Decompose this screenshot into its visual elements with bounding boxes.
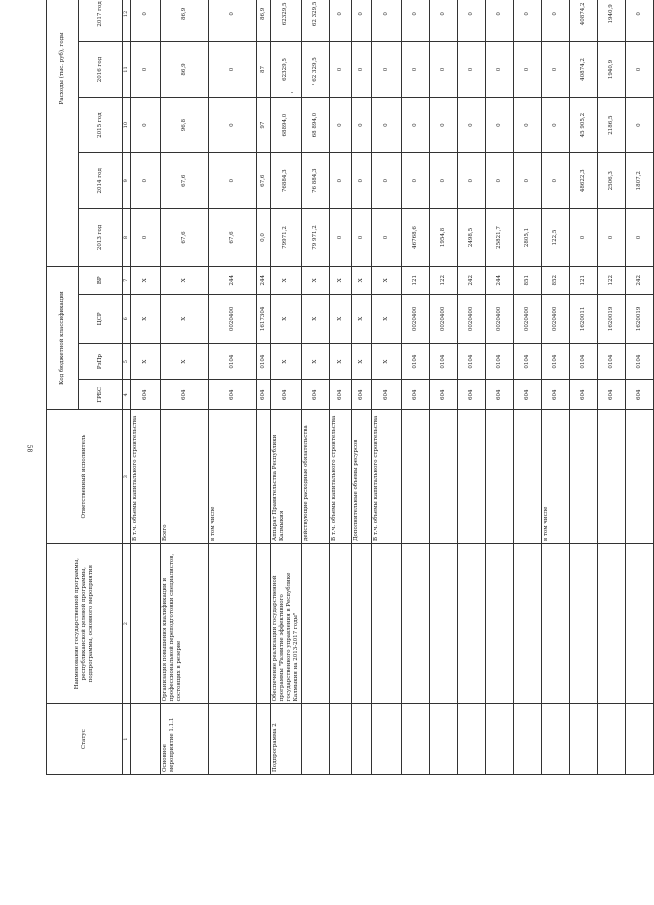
row-vr: X <box>301 266 329 294</box>
row-executor <box>569 410 597 544</box>
row-csr: 1620011 <box>569 294 597 343</box>
row-2017: 0 <box>131 0 161 42</box>
row-2014: 0 <box>371 153 401 209</box>
row-2015: 0 <box>329 97 351 153</box>
row-csr: X <box>329 294 351 343</box>
row-2014: 0 <box>131 153 161 209</box>
row-executor <box>457 410 485 544</box>
row-2014: 0 <box>485 153 513 209</box>
row-status: Подпрограмма 2 <box>271 704 302 775</box>
row-2013: 67,6 <box>209 209 257 267</box>
header-2016: 2016 год <box>79 42 123 98</box>
row-2014: 0 <box>329 153 351 209</box>
row-rzpr: X <box>161 343 209 379</box>
header-2015: 2015 год <box>79 97 123 153</box>
row-vr: 122 <box>597 266 625 294</box>
row-2016: 0 <box>513 42 541 98</box>
table-row <box>161 0 209 775</box>
row-executor: действующие расходные обязательства <box>301 410 329 544</box>
budget-table <box>46 0 654 775</box>
page-number: 58 <box>25 444 33 453</box>
row-executor <box>485 410 513 544</box>
row-name <box>429 543 457 703</box>
row-csr: 0020400 <box>513 294 541 343</box>
row-2013: 0 <box>569 209 597 267</box>
row-name <box>597 543 625 703</box>
row-2013: 0,0 <box>257 209 271 267</box>
row-csr: 0020400 <box>429 294 457 343</box>
row-2016: 0 <box>429 42 457 98</box>
column-number: 1 <box>123 704 131 775</box>
row-2014: 0 <box>401 153 429 209</box>
row-vr: X <box>329 266 351 294</box>
row-2015: 96,8 <box>161 97 209 153</box>
row-csr: 0020400 <box>401 294 429 343</box>
row-status <box>371 704 401 775</box>
row-rzpr: X <box>271 343 302 379</box>
row-2016: 0 <box>625 42 653 98</box>
row-rzpr: 0104 <box>209 343 257 379</box>
row-2015: 0 <box>541 97 569 153</box>
row-rzpr: X <box>351 343 371 379</box>
row-grbs: 604 <box>569 380 597 410</box>
row-name <box>209 543 257 703</box>
header-expenses: Расходы (тыс. руб), годы <box>47 0 79 266</box>
row-name <box>329 543 351 703</box>
header-status: Статус <box>47 704 123 775</box>
row-2016: 0 <box>541 42 569 98</box>
row-2014: 48622,3 <box>569 153 597 209</box>
row-2017: 0 <box>541 0 569 42</box>
row-vr: X <box>371 266 401 294</box>
row-2013: 25821,7 <box>485 209 513 267</box>
table-row <box>271 0 302 775</box>
row-2013: 2498,5 <box>457 209 485 267</box>
row-2015: 68 894,0 <box>301 97 329 153</box>
row-2016: 0 <box>329 42 351 98</box>
row-grbs: 604 <box>457 380 485 410</box>
row-status <box>569 704 597 775</box>
row-executor: В т.ч. объемы капитального строительства <box>371 410 401 544</box>
row-rzpr: X <box>371 343 401 379</box>
header-vr: ВР <box>79 266 123 294</box>
row-2016: 0 <box>457 42 485 98</box>
row-csr: X <box>301 294 329 343</box>
column-number: 3 <box>123 410 131 544</box>
row-2014: 67,6 <box>161 153 209 209</box>
row-name <box>301 543 329 703</box>
row-grbs: 604 <box>301 380 329 410</box>
row-2015: 0 <box>457 97 485 153</box>
table-row <box>597 0 625 775</box>
row-2013: 79 971,2 <box>301 209 329 267</box>
row-grbs: 604 <box>513 380 541 410</box>
row-vr: 244 <box>485 266 513 294</box>
row-vr: 851 <box>513 266 541 294</box>
row-rzpr: 0104 <box>429 343 457 379</box>
row-name <box>131 543 161 703</box>
row-status <box>257 704 271 775</box>
row-vr: 242 <box>457 266 485 294</box>
row-grbs: 604 <box>485 380 513 410</box>
row-rzpr: 0104 <box>513 343 541 379</box>
row-status <box>329 704 351 775</box>
row-vr: 244 <box>257 266 271 294</box>
row-2014: 0 <box>457 153 485 209</box>
row-2017: 0 <box>401 0 429 42</box>
row-2017: 0 <box>513 0 541 42</box>
row-2014: 0 <box>541 153 569 209</box>
row-grbs: 604 <box>429 380 457 410</box>
table-row <box>429 0 457 775</box>
row-grbs: 604 <box>625 380 653 410</box>
row-2013: 79971,2 <box>271 209 302 267</box>
row-2013: 46768,6 <box>401 209 429 267</box>
row-2013: 2805,1 <box>513 209 541 267</box>
header-2017: 2017 год <box>79 0 123 42</box>
row-status <box>351 704 371 775</box>
table-row <box>371 0 401 775</box>
header-csr: ЦСР <box>79 294 123 343</box>
row-executor <box>429 410 457 544</box>
row-2013: 1954,8 <box>429 209 457 267</box>
row-vr: X <box>271 266 302 294</box>
row-2016: 1940,9 <box>597 42 625 98</box>
row-csr: X <box>161 294 209 343</box>
row-2015: 0 <box>485 97 513 153</box>
table-row <box>351 0 371 775</box>
row-2014: 2506,3 <box>597 153 625 209</box>
table-row <box>257 0 271 775</box>
row-2016: 0 <box>209 42 257 98</box>
table-row <box>513 0 541 775</box>
row-rzpr: 0104 <box>485 343 513 379</box>
row-2017: 0 <box>625 0 653 42</box>
row-name <box>541 543 569 703</box>
row-status <box>401 704 429 775</box>
row-executor <box>625 410 653 544</box>
row-2015: 0 <box>401 97 429 153</box>
row-2016: 40874,2 <box>569 42 597 98</box>
row-rzpr: X <box>329 343 351 379</box>
row-grbs: 604 <box>541 380 569 410</box>
row-rzpr: 0104 <box>597 343 625 379</box>
row-vr: 242 <box>625 266 653 294</box>
row-rzpr: X <box>301 343 329 379</box>
row-2016: 0 <box>401 42 429 98</box>
column-number: 10 <box>123 97 131 153</box>
row-2014: 0 <box>429 153 457 209</box>
row-2014: 0 <box>513 153 541 209</box>
row-name: Организация повышения квалификации и профессиональной переподготовки специалистов, состоящих в резерве <box>161 543 209 703</box>
row-2015: 0 <box>209 97 257 153</box>
row-2017: 0 <box>209 0 257 42</box>
row-name <box>569 543 597 703</box>
row-status <box>597 704 625 775</box>
header-budget-code: Код бюджетной классификации <box>47 266 79 409</box>
row-name <box>401 543 429 703</box>
row-name <box>457 543 485 703</box>
header-2013: 2013 год <box>79 209 123 267</box>
row-vr: X <box>161 266 209 294</box>
row-name <box>371 543 401 703</box>
row-executor <box>257 410 271 544</box>
table-row <box>541 0 569 775</box>
row-grbs: 604 <box>131 380 161 410</box>
row-2017: 86,9 <box>161 0 209 42</box>
row-vr: X <box>131 266 161 294</box>
row-2013: 0 <box>131 209 161 267</box>
row-rzpr: 0104 <box>401 343 429 379</box>
row-vr: 122 <box>429 266 457 294</box>
row-executor: Аппарат Правительства Республики Калмыкия <box>271 410 302 544</box>
row-2015: 0 <box>429 97 457 153</box>
row-2017: 40874,2 <box>569 0 597 42</box>
row-2016: 87 <box>257 42 271 98</box>
row-2013: 0 <box>329 209 351 267</box>
header-rzpr: РзПр <box>79 343 123 379</box>
table-row <box>485 0 513 775</box>
table-row <box>457 0 485 775</box>
table-row <box>401 0 429 775</box>
row-2016: 62329,5 <box>271 42 302 98</box>
row-vr: 852 <box>541 266 569 294</box>
row-2013: 122,5 <box>541 209 569 267</box>
row-2017: 0 <box>457 0 485 42</box>
row-grbs: 604 <box>257 380 271 410</box>
row-2017: 0 <box>485 0 513 42</box>
table-row <box>301 0 329 775</box>
row-csr: X <box>351 294 371 343</box>
row-status <box>209 704 257 775</box>
row-2015: 97 <box>257 97 271 153</box>
row-csr: X <box>271 294 302 343</box>
row-2017: 0 <box>351 0 371 42</box>
row-2014: 76 884,3 <box>301 153 329 209</box>
row-executor: В т.ч. объемы капитального строительства <box>329 410 351 544</box>
row-2013: 0 <box>625 209 653 267</box>
row-2014: 76884,3 <box>271 153 302 209</box>
header-row <box>47 0 79 775</box>
row-csr: 0020400 <box>457 294 485 343</box>
row-status <box>457 704 485 775</box>
row-grbs: 604 <box>351 380 371 410</box>
rotated-table-frame <box>46 0 642 775</box>
row-2015: 2186,5 <box>597 97 625 153</box>
row-2017: 62 329,5 <box>301 0 329 42</box>
table-row <box>569 0 597 775</box>
row-grbs: 604 <box>401 380 429 410</box>
row-name: Обеспечение реализации государственной программы "Развитие эффективного государственного управления в Республике Калмыкия на 2013-2017 годы" <box>271 543 302 703</box>
row-vr: 244 <box>209 266 257 294</box>
row-csr: 1620019 <box>597 294 625 343</box>
row-status: Основное мероприятие 1.1.1 <box>161 704 209 775</box>
row-2017: 86,9 <box>257 0 271 42</box>
row-2013: 0 <box>351 209 371 267</box>
row-grbs: 604 <box>209 380 257 410</box>
row-2017: 62329,5 <box>271 0 302 42</box>
header-grbs: ГРБС <box>79 380 123 410</box>
row-name <box>513 543 541 703</box>
row-2014: 67,6 <box>257 153 271 209</box>
row-2014: 1807,2 <box>625 153 653 209</box>
column-number: 9 <box>123 153 131 209</box>
row-2014: 0 <box>351 153 371 209</box>
row-executor: Дополнительные объемы ресурсов <box>351 410 371 544</box>
row-executor: Всего <box>161 410 209 544</box>
row-csr: 1620019 <box>625 294 653 343</box>
row-rzpr: 0104 <box>625 343 653 379</box>
row-2016: 0 <box>371 42 401 98</box>
header-name: Наименование государственной программы, республиканской целевой программы, подпрограммы, основного мероприятия <box>47 543 123 703</box>
row-csr: 1617304 <box>257 294 271 343</box>
row-2015: 0 <box>513 97 541 153</box>
row-2013: 0 <box>597 209 625 267</box>
row-status <box>131 704 161 775</box>
column-number-row <box>123 0 131 775</box>
row-grbs: 604 <box>597 380 625 410</box>
column-number: 12 <box>123 0 131 42</box>
row-2017: 1940,9 <box>597 0 625 42</box>
row-grbs: 604 <box>161 380 209 410</box>
column-number: 11 <box>123 42 131 98</box>
row-vr: X <box>351 266 371 294</box>
column-number: 2 <box>123 543 131 703</box>
row-vr: 121 <box>401 266 429 294</box>
header-2014: 2014 год <box>79 153 123 209</box>
row-status <box>625 704 653 775</box>
row-name <box>485 543 513 703</box>
row-status <box>429 704 457 775</box>
row-executor <box>401 410 429 544</box>
row-status <box>541 704 569 775</box>
row-rzpr: 0104 <box>569 343 597 379</box>
column-number: 6 <box>123 294 131 343</box>
row-2015: 0 <box>625 97 653 153</box>
row-2016: 0 <box>485 42 513 98</box>
header-executor: Ответственный исполнитель <box>47 410 123 544</box>
row-2013: 67,6 <box>161 209 209 267</box>
row-csr: X <box>131 294 161 343</box>
row-status <box>301 704 329 775</box>
row-name <box>351 543 371 703</box>
row-grbs: 604 <box>371 380 401 410</box>
column-number: 7 <box>123 266 131 294</box>
row-2016: 86,9 <box>161 42 209 98</box>
row-2015: 0 <box>371 97 401 153</box>
row-2014: 0 <box>209 153 257 209</box>
row-rzpr: 0104 <box>257 343 271 379</box>
row-2016: 0 <box>351 42 371 98</box>
row-csr: 0020400 <box>209 294 257 343</box>
row-2016: 62 329,5 <box>301 42 329 98</box>
row-executor: В т.ч. объемы капитального строительства <box>131 410 161 544</box>
row-2015: 0 <box>131 97 161 153</box>
row-grbs: 604 <box>329 380 351 410</box>
row-grbs: 604 <box>271 380 302 410</box>
row-executor <box>597 410 625 544</box>
row-rzpr: 0104 <box>541 343 569 379</box>
table-row <box>329 0 351 775</box>
row-executor <box>513 410 541 544</box>
column-number: 4 <box>123 380 131 410</box>
table-row <box>131 0 161 775</box>
row-2015: 45 905,2 <box>569 97 597 153</box>
column-number: 5 <box>123 343 131 379</box>
table-row <box>209 0 257 775</box>
row-2015: 0 <box>351 97 371 153</box>
row-csr: X <box>371 294 401 343</box>
row-name <box>625 543 653 703</box>
row-2017: 0 <box>429 0 457 42</box>
table-row <box>625 0 653 775</box>
row-2013: 0 <box>371 209 401 267</box>
row-csr: 0020400 <box>541 294 569 343</box>
row-name <box>257 543 271 703</box>
row-executor: в том числе <box>541 410 569 544</box>
row-status <box>513 704 541 775</box>
row-2017: 0 <box>329 0 351 42</box>
row-rzpr: X <box>131 343 161 379</box>
row-2017: 0 <box>371 0 401 42</box>
row-status <box>485 704 513 775</box>
row-executor: в том числе <box>209 410 257 544</box>
row-2016: 0 <box>131 42 161 98</box>
row-rzpr: 0104 <box>457 343 485 379</box>
row-vr: 121 <box>569 266 597 294</box>
row-csr: 0020400 <box>485 294 513 343</box>
column-number: 8 <box>123 209 131 267</box>
row-2015: 68894,0 <box>271 97 302 153</box>
